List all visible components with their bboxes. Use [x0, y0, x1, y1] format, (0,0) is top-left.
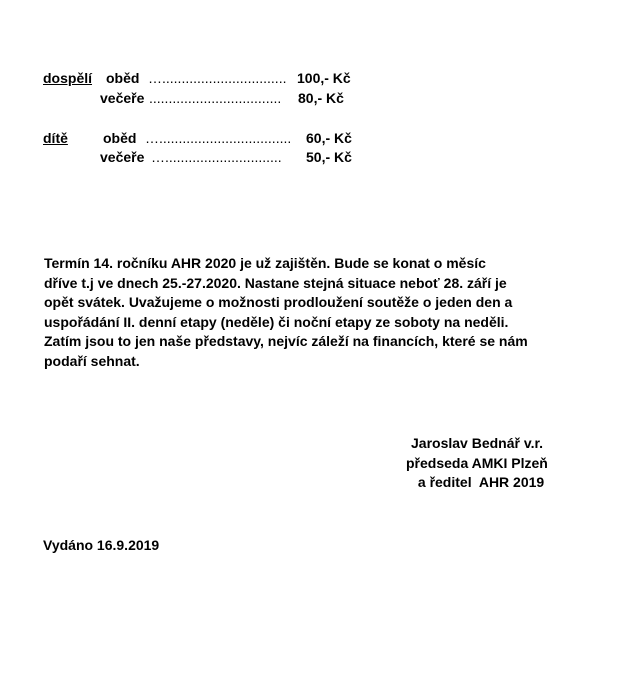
adult-lunch-meal: oběd [106, 70, 140, 86]
adult-lunch-price: 100,- Kč [297, 70, 351, 86]
paragraph-line: dříve t.j ve dnech 25.-27.2020. Nastane stejná situace neboť 28. září je [44, 274, 507, 291]
adult-dinner-price: 80,- Kč [298, 90, 344, 106]
adult-dinner-meal: večeře [100, 90, 145, 106]
paragraph-line: podaří sehnat. [44, 352, 140, 369]
signature-name: Jaroslav Bednář v.r. [411, 435, 544, 451]
paragraph-line: uspořádání II. denní etapy (neděle) či noční etapy ze soboty na neděli. [44, 313, 509, 330]
child-dinner-dots: ….............................. [151, 149, 282, 165]
signature-role-2: a ředitel AHR 2019 [414, 474, 545, 490]
child-lunch-dots: ….................................. [145, 130, 292, 146]
paragraph-line: Termín 14. ročníku AHR 2020 je už zajištěn. Bude se konat o měsíc [44, 255, 486, 271]
child-lunch-price: 60,- Kč [306, 130, 352, 146]
adult-dinner-dots: .................................. [149, 90, 282, 106]
issued-date: Vydáno 16.9.2019 [43, 537, 160, 553]
announcement-paragraph [44, 254, 604, 372]
adult-label: dospělí [43, 70, 93, 86]
child-dinner-meal: večeře [100, 149, 145, 165]
paragraph-line: opět svátek. Uvažujeme o možnosti prodloužení soutěže o jeden den a [44, 294, 513, 311]
signature-role: předseda AMKI Plzeň [406, 455, 548, 471]
adult-lunch-dots: …................................ [148, 70, 287, 86]
child-label: dítě [43, 130, 68, 146]
paragraph-line: Zatím jsou to jen naše představy, nejvíc záleží na financích, které se nám [44, 333, 528, 350]
child-lunch-meal: oběd [103, 130, 137, 146]
child-dinner-price: 50,- Kč [306, 149, 352, 165]
